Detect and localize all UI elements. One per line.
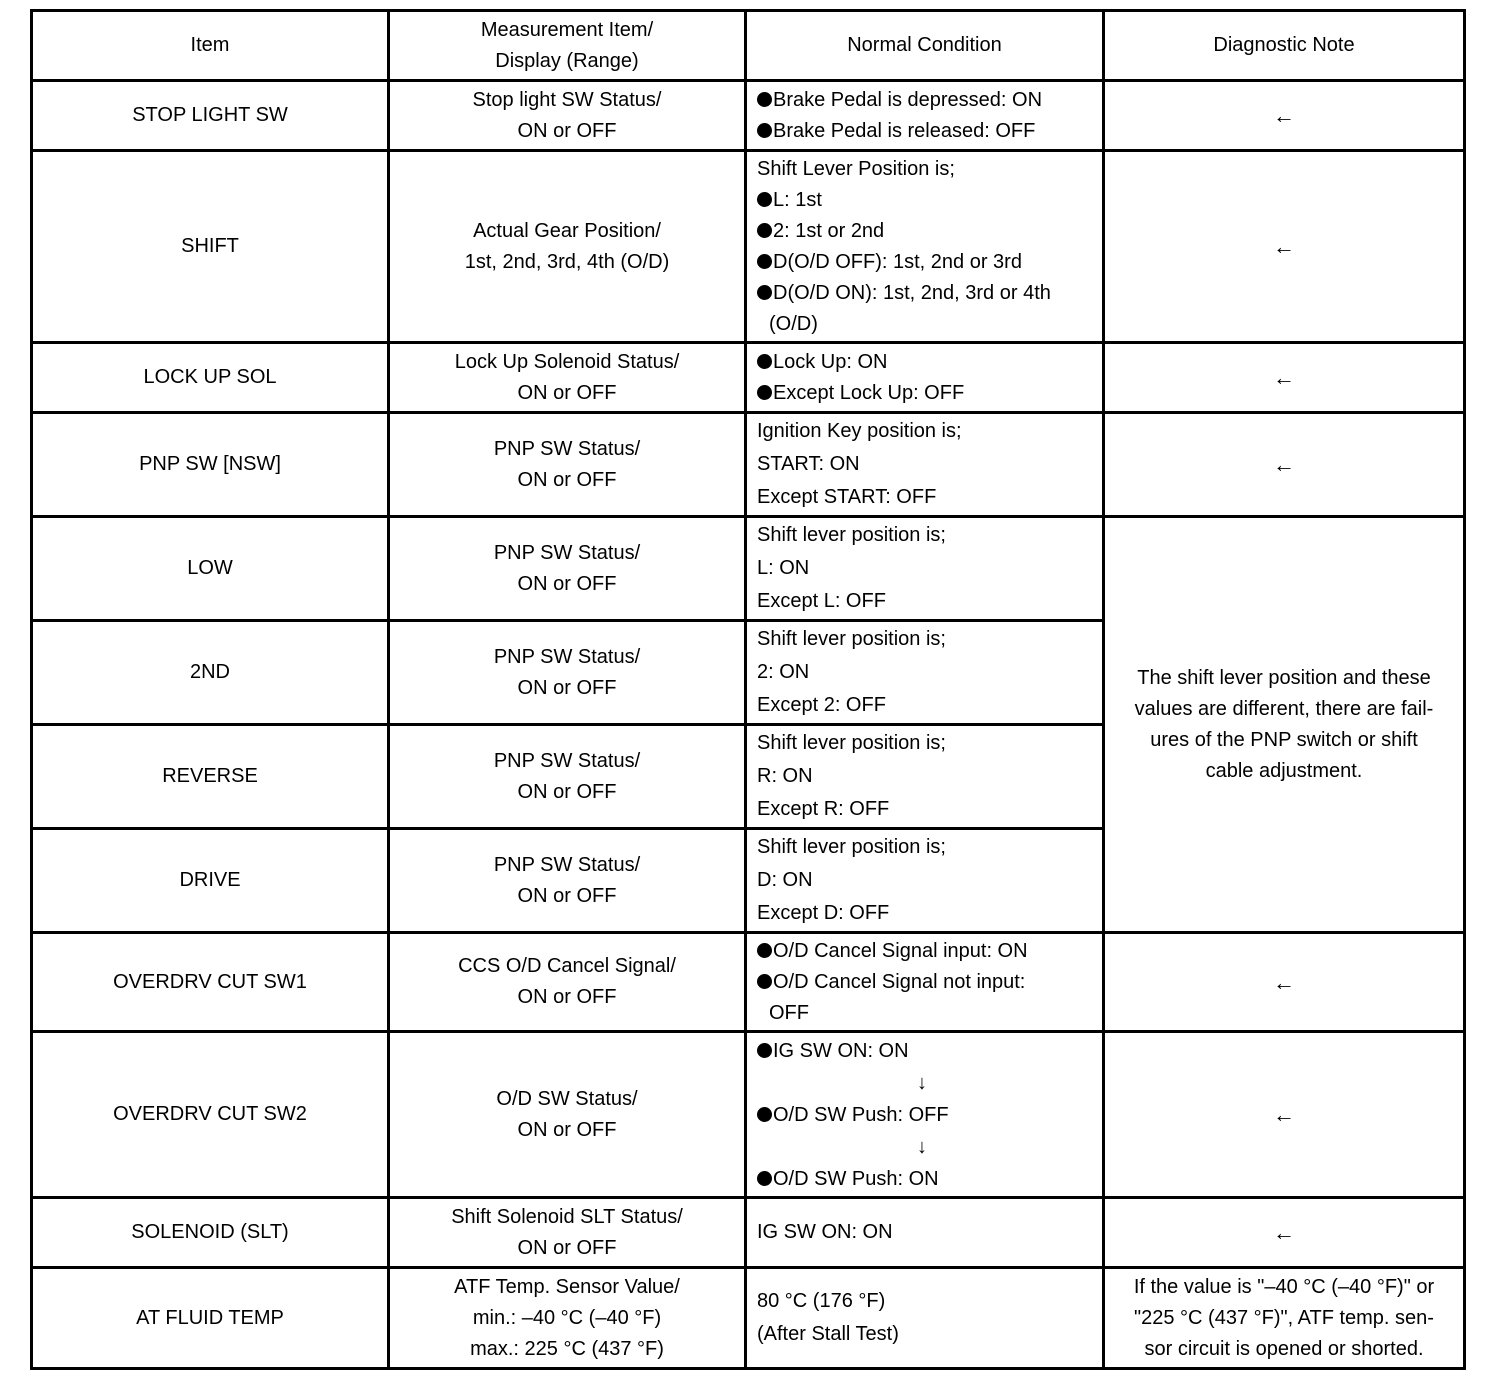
- shift-group-note-cell: The shift lever position and these values are different, there are fail- ures of the PNP switch or shift cable adjustment.: [1104, 517, 1465, 933]
- measurement-cell: Actual Gear Position/ 1st, 2nd, 3rd, 4th (O/D): [389, 151, 746, 343]
- measurement-cell: CCS O/D Cancel Signal/ ON or OFF: [389, 933, 746, 1032]
- left-arrow-icon: ←: [1104, 1032, 1465, 1198]
- bullet-icon: [757, 254, 772, 269]
- measurement-cell: ATF Temp. Sensor Value/ min.: –40 °C (–40 °F) max.: 225 °C (437 °F): [389, 1268, 746, 1369]
- data-list-table: [30, 9, 1466, 1370]
- measurement-cell: PNP SW Status/ ON or OFF: [389, 413, 746, 517]
- normal-condition-cell: Lock Up: ON Except Lock Up: OFF: [746, 343, 1104, 413]
- table-row: [32, 517, 1465, 621]
- bullet-icon: [757, 354, 772, 369]
- bullet-icon: [757, 974, 772, 989]
- normal-condition-cell: Shift lever position is; L: ON Except L: OFF: [746, 517, 1104, 621]
- table-row: [32, 933, 1465, 1032]
- table-row: [32, 81, 1465, 151]
- normal-condition-cell: O/D Cancel Signal input: ON O/D Cancel Signal not input: OFF: [746, 933, 1104, 1032]
- item-cell: 2ND: [32, 621, 389, 725]
- table-row: [32, 1198, 1465, 1268]
- header-row: [32, 11, 1465, 81]
- bullet-icon: [757, 223, 772, 238]
- item-cell: OVERDRV CUT SW2: [32, 1032, 389, 1198]
- item-cell: PNP SW [NSW]: [32, 413, 389, 517]
- item-cell: LOW: [32, 517, 389, 621]
- left-arrow-icon: ←: [1104, 81, 1465, 151]
- measurement-cell: Stop light SW Status/ ON or OFF: [389, 81, 746, 151]
- normal-condition-cell: Brake Pedal is depressed: ON Brake Pedal is released: OFF: [746, 81, 1104, 151]
- item-cell: LOCK UP SOL: [32, 343, 389, 413]
- header-diagnostic-note: Diagnostic Note: [1104, 11, 1465, 81]
- measurement-cell: PNP SW Status/ ON or OFF: [389, 517, 746, 621]
- normal-condition-cell: Shift lever position is; 2: ON Except 2: OFF: [746, 621, 1104, 725]
- header-normal-condition: Normal Condition: [746, 11, 1104, 81]
- bullet-icon: [757, 385, 772, 400]
- left-arrow-icon: ←: [1104, 1198, 1465, 1268]
- measurement-cell: Lock Up Solenoid Status/ ON or OFF: [389, 343, 746, 413]
- item-cell: SHIFT: [32, 151, 389, 343]
- item-cell: STOP LIGHT SW: [32, 81, 389, 151]
- table-row: [32, 343, 1465, 413]
- normal-condition-cell: Shift lever position is; R: ON Except R: OFF: [746, 725, 1104, 829]
- bullet-icon: [757, 92, 772, 107]
- normal-condition-cell: Shift Lever Position is; L: 1st 2: 1st or 2nd D(O/D OFF): 1st, 2nd or 3rd D(O/D ON): 1st, 2nd, 3rd or 4th (O/D): [746, 151, 1104, 343]
- measurement-cell: O/D SW Status/ ON or OFF: [389, 1032, 746, 1198]
- bullet-icon: [757, 123, 772, 138]
- normal-condition-cell: IG SW ON: ON ↓ O/D SW Push: OFF ↓ O/D SW Push: ON: [746, 1032, 1104, 1198]
- left-arrow-icon: ←: [1104, 151, 1465, 343]
- left-arrow-icon: ←: [1104, 413, 1465, 517]
- down-arrow-icon: ↓: [917, 1071, 927, 1094]
- table-row: [32, 151, 1465, 343]
- bullet-icon: [757, 1043, 772, 1058]
- normal-condition-cell: IG SW ON: ON: [746, 1198, 1104, 1268]
- item-cell: REVERSE: [32, 725, 389, 829]
- header-item: Item: [32, 11, 389, 81]
- item-cell: SOLENOID (SLT): [32, 1198, 389, 1268]
- table-row: [32, 1268, 1465, 1369]
- bullet-icon: [757, 1171, 772, 1186]
- left-arrow-icon: ←: [1104, 343, 1465, 413]
- measurement-cell: PNP SW Status/ ON or OFF: [389, 829, 746, 933]
- item-cell: OVERDRV CUT SW1: [32, 933, 389, 1032]
- bullet-icon: [757, 192, 772, 207]
- item-cell: AT FLUID TEMP: [32, 1268, 389, 1369]
- table-row: [32, 413, 1465, 517]
- left-arrow-icon: ←: [1104, 933, 1465, 1032]
- bullet-icon: [757, 943, 772, 958]
- normal-condition-cell: 80 °C (176 °F) (After Stall Test): [746, 1268, 1104, 1369]
- measurement-cell: PNP SW Status/ ON or OFF: [389, 725, 746, 829]
- measurement-cell: Shift Solenoid SLT Status/ ON or OFF: [389, 1198, 746, 1268]
- table-row: [32, 1032, 1465, 1198]
- measurement-cell: PNP SW Status/ ON or OFF: [389, 621, 746, 725]
- normal-condition-cell: Ignition Key position is; START: ON Except START: OFF: [746, 413, 1104, 517]
- header-measurement: Measurement Item/ Display (Range): [389, 11, 746, 81]
- normal-condition-cell: Shift lever position is; D: ON Except D: OFF: [746, 829, 1104, 933]
- diagnostic-note-cell: If the value is "–40 °C (–40 °F)" or "225 °C (437 °F)", ATF temp. sen- sor circuit is opened or shorted.: [1104, 1268, 1465, 1369]
- bullet-icon: [757, 285, 772, 300]
- item-cell: DRIVE: [32, 829, 389, 933]
- bullet-icon: [757, 1107, 772, 1122]
- down-arrow-icon: ↓: [917, 1135, 927, 1158]
